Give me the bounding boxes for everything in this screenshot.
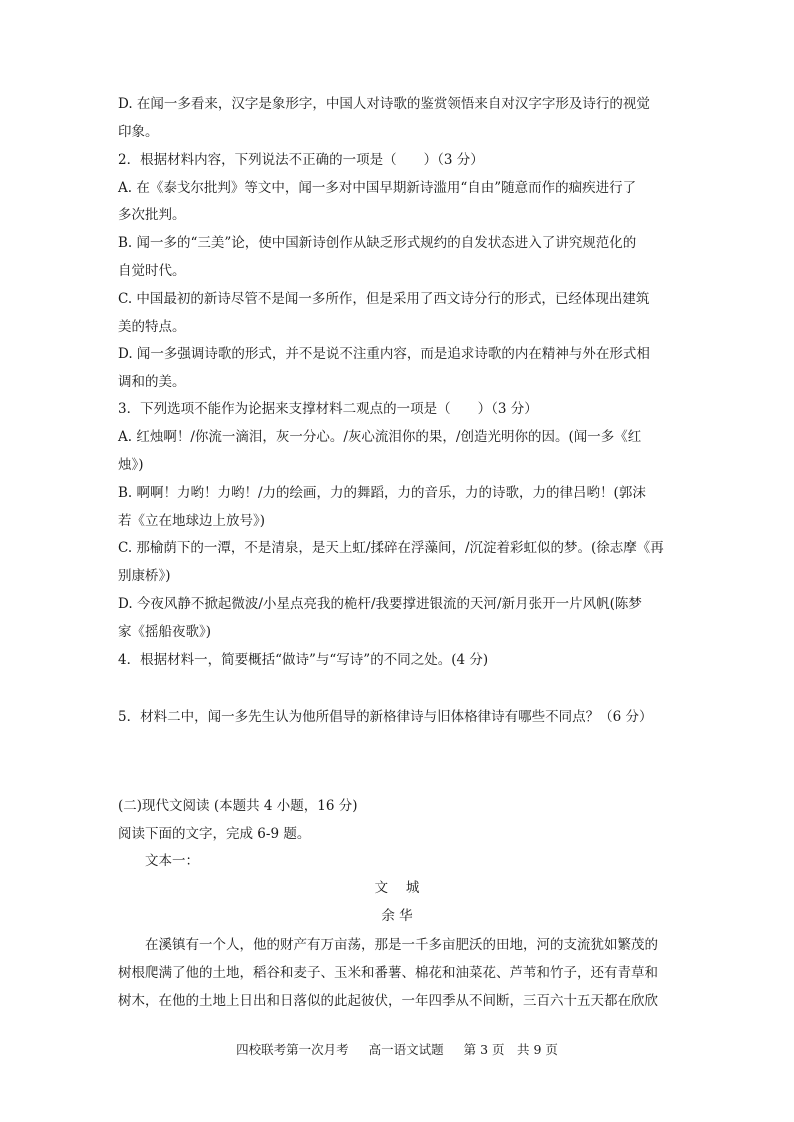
text-line: 若《立在地球边上放号》) (118, 513, 266, 529)
text-line: D. 在闻一多看来，汉字是象形字，中国人对诗歌的鉴赏领悟来自对汉字字形及诗行的视觉 (118, 96, 650, 112)
footer-subject: 高一语文试题 (368, 1042, 444, 1057)
page-footer (0, 1040, 794, 1058)
text-line: 美的特点。 (118, 319, 186, 335)
passage-author: 余 华 (381, 908, 413, 924)
footer-page-number: 第 3 页 共 9 页 (463, 1042, 558, 1057)
question-2: 2．根据材料内容，下列说法不正确的一项是（ ）（3 分） (118, 152, 484, 168)
text-line: 多次批判。 (118, 207, 186, 223)
passage-line: 树木，在他的土地上日出和日落似的此起彼伏，一年四季从不间断，三百六十五天都在欣欣 (118, 993, 658, 1009)
text-line: 别康桥》) (118, 568, 171, 584)
section-heading: (二)现代文阅读 (本题共 4 小题，16 分) (118, 798, 358, 814)
question-3: 3．下列选项不能作为论据来支撑材料二观点的一项是（ ）（3 分） (118, 401, 538, 417)
text-line: 调和的美。 (118, 374, 186, 390)
footer-exam-name: 四校联考第一次月考 (236, 1042, 349, 1057)
text-line: 印象。 (118, 124, 159, 140)
text-line: 家《摇船夜歌》) (118, 624, 212, 640)
text-line: A. 在《泰戈尔批判》等文中，闻一多对中国早期新诗滥用“自由”随意而作的痼疾进行了 (118, 180, 637, 196)
text-line: B. 啊啊！力哟！力哟！/力的绘画，力的舞蹈，力的音乐，力的诗歌，力的律吕哟！(郭沫 (118, 485, 646, 501)
text-line: 烛》) (118, 457, 144, 473)
passage-line: 在溪镇有一个人，他的财产有万亩荡，那是一千多亩肥沃的田地，河的支流犹如繁茂的 (118, 937, 658, 953)
text-line: 自觉时代。 (118, 263, 186, 279)
text-line: C. 中国最初的新诗尽管不是闻一多所作，但是采用了西文诗分行的形式，已经体现出建筑 (118, 291, 650, 307)
text-label: 文本一： (118, 853, 199, 869)
passage-title: 文 城 (374, 880, 420, 896)
instruction: 阅读下面的文字，完成 6-9 题。 (118, 826, 311, 842)
text-line: D. 今夜风静不掀起微波/小星点亮我的桅杆/我要撑进银流的天河/新月张开一片风帆(陈梦 (118, 596, 642, 612)
question-4: 4．根据材料一，简要概括“做诗”与“写诗”的不同之处。(4 分) (118, 652, 489, 668)
question-5: 5．材料二中，闻一多先生认为他所倡导的新格律诗与旧体格律诗有哪些不同点？（6 分） (118, 709, 653, 725)
passage-line: 树根爬满了他的土地，稻谷和麦子、玉米和番薯、棉花和油菜花、芦苇和竹子，还有青草和 (118, 965, 658, 981)
text-line: D. 闻一多强调诗歌的形式，并不是说不注重内容，而是追求诗歌的内在精神与外在形式相 (118, 346, 650, 362)
text-line: B. 闻一多的“三美”论，使中国新诗创作从缺乏形式规约的自发状态进入了讲究规范化的 (118, 235, 637, 251)
text-line: C. 那榆荫下的一潭，不是清泉，是天上虹/揉碎在浮藻间，/沉淀着彩虹似的梦。(徐志摩《再 (118, 540, 664, 556)
text-line: A. 红烛啊！/你流一滴泪，灰一分心。/灰心流泪你的果，/创造光明你的因。(闻一多《红 (118, 429, 642, 445)
